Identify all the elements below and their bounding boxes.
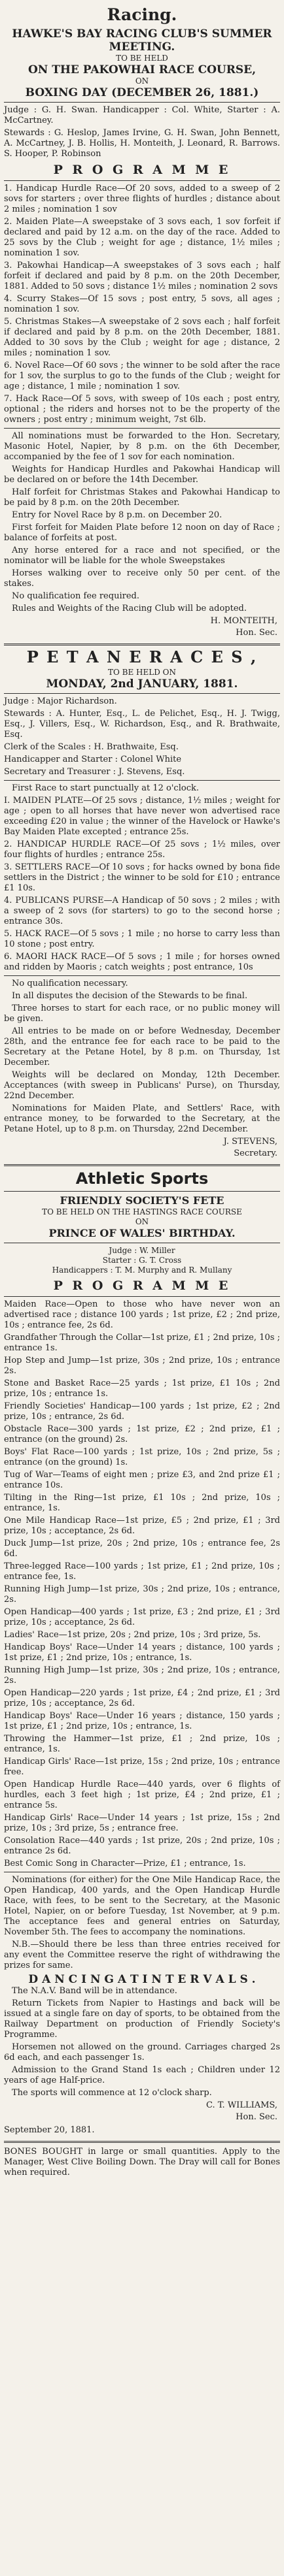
athletic-on: ON [135,1217,149,1226]
divider [4,975,280,976]
petane-paragraph: Three horses to start for each race, or no public money will be given. [4,1003,280,1024]
hawkes-paragraph: Any horse entered for a race and not specified, or the nominator will be liable for the whole Sweepstakes [4,546,280,566]
petane-official: Secretary and Treasurer : J. Stevens, Esq. [4,767,185,777]
petane-paragraph: All entries to be made on or before Wednesday, December 28th, and the entrance fee for each race to be paid to the Secretary at the Petane Hotel, by 8 p.m. on Thursday, 1st December. [4,1026,280,1068]
petane-paragraph: In all disputes the decision of the Stewards to be final. [12,991,248,1001]
hawkes-paragraph: Entry for Novel Race by 8 p.m. on December 20. [12,510,222,520]
athletic-event: Grandfather Through the Collar—1st prize, £1 ; 2nd prize, 10s ; entrance 1s. [4,1333,280,1353]
petane-event: 4. PUBLICANS PURSE—A Handicap of 50 sovs ; 2 miles ; with a sweep of 2 sovs (for starters) to go to the second horse ; entrance 30s. [4,896,280,926]
athletic-banner: Athletic Sports [75,1169,209,1188]
hawkes-paragraph: Weights for Handicap Hurdles and Pakowhai Handicap will be declared on or before the 14th December. [4,465,280,485]
petane-official: Clerk of the Scales : H. Brathwaite, Esq. [4,742,179,752]
hawkes-signature-role: Hon. Sec. [236,628,277,638]
petane-signature: J. STEVENS, [223,1137,277,1147]
athletic-event: Maiden Race—Open to those who have never won an advertised race ; distance 100 yards ; 1st prize, £2 ; 2nd prize, 10s ; entrance fee, 2s 6d. [4,1299,280,1330]
divider [4,428,280,429]
petane-date: MONDAY, 2nd JANUARY, 1881. [46,677,238,691]
divider [4,102,280,103]
bones-advertisement: BONES BOUGHT in large or small quantities. Apply to the Manager, West Clive Boiling Down. The Dray will call for Bones when required. [4,2147,280,2177]
petane-advertisement [4,648,280,1159]
petane-event: 6. MAORI HACK RACE—Of 5 sovs ; 1 mile ; for horses owned and ridden by Maoris ; catch weights ; post entrance, 10s [4,952,280,972]
athletic-event: Open Handicap—220 yards ; 1st prize, £4 ; 2nd prize, £1 ; 3rd prize, 10s ; acceptance, 2s 6d. [4,1688,280,1708]
section-divider [4,1164,280,1166]
section-divider [4,2141,280,2143]
athletic-event: Ladies' Race—1st prize, 20s ; 2nd prize, 10s ; 3rd prize, 5s. [4,1630,261,1640]
athletic-event: Tug of War—Teams of eight men ; prize £3, and 2nd prize £1 ; entrance 10s. [4,1470,280,1490]
divider [4,180,280,181]
hawkes-paragraph: First forfeit for Maiden Plate before 12 noon on day of Race ; balance of forfeits at post. [4,523,280,543]
petane-official: Judge : Major Richardson. [4,696,117,706]
athletic-event: Handicap Boys' Race—Under 16 years ; distance, 150 yards ; 1st prize, £1 ; 2nd prize, 10s ; entrance, 1s. [4,1711,280,1731]
athletic-event: Best Comic Song in Character—Prize, £1 ; entrance, 1s. [4,1859,246,1868]
hawkes-on: ON [135,76,149,86]
athletic-programme-heading: P R O G R A M M E [53,1279,231,1293]
athletic-paragraph: Admission to the Grand Stand 1s each ; Children under 12 years of age Half-price. [4,2065,280,2085]
athletic-held: TO BE HELD ON THE HASTINGS RACE COURSE [42,1207,242,1216]
petane-paragraph: Nominations for Maiden Plate, and Settlers' Race, with entrance money, to be forwarded to the Secretary, at the Petane Hotel, up to 8 p.m. on Thursday, 22nd December. [4,1103,280,1134]
athletic-official: Starter : G. T. Cross [102,1256,182,1265]
petane-official: Stewards : A. Hunter, Esq., L. de Pelichet, Esq., H. J. Twigg, Esq., J. Villers, Esq., W. Richardson, Esq., and R. Brathwaite, Esq. [4,709,280,740]
hawkes-programme-heading: P R O G R A M M E [53,163,231,177]
athletic-paragraph: N.B.—Should there be less than three entries received for any event the Committee reserve the right of withdrawing the prizes for same. [4,1940,280,1970]
athletic-event: Handicap Boys' Race—Under 14 years ; distance, 100 yards ; 1st prize, £1 ; 2nd prize, 10s ; entrance, 1s. [4,1642,280,1663]
hawkes-event: 7. Hack Race—Of 5 sovs, with sweep of 10s each ; post entry, optional ; the riders and horses not to be the property of the owners ; post entry ; minimum weight, 7st 6lb. [4,394,280,425]
hawkes-event: 3. Pakowhai Handicap—A sweepstakes of 3 sovs each ; half forfeit if declared and paid by 8 p.m. on the 20th December, 1881. Added to 50 sovs ; distance 1½ miles ; nomination 2 sovs [4,261,280,291]
athletic-event: Obstacle Race—300 yards ; 1st prize, £2 ; 2nd prize, £1 ; entrance (on the ground) 2s. [4,1424,280,1444]
hawkes-official: Stewards : G. Heslop, James Irvine, G. H. Swan, John Bennett, A. McCartney, J. B. Hollis, H. Monteith, J. Leonard, R. Barrows. S. Hooper, P. Robinson [4,128,280,159]
petane-paragraph: No qualification necessary. [12,979,128,988]
hawkes-event: 6. Novel Race—Of 60 sovs ; the winner to be sold after the race for 1 sov, the surplus to go to the funds of the Club ; weight for age ; distance, 1 mile ; nomination 1 sov. [4,361,280,391]
hawkes-date: BOXING DAY (DECEMBER 26, 1881.) [25,86,259,99]
athletic-event: Hop Step and Jump—1st prize, 30s ; 2nd prize, 10s ; entrance 2s. [4,1356,280,1376]
athletic-event: Friendly Societies' Handicap—100 yards ; 1st prize, £2 ; 2nd prize, 10s ; entrance, 2s 6d. [4,1401,280,1422]
athletic-event: Tilting in the Ring—1st prize, £1 10s ; 2nd prize, 10s ; entrance, 1s. [4,1493,280,1513]
athletic-event: Handicap Girls' Race—1st prize, 15s ; 2nd prize, 10s ; entrance free. [4,1757,280,1777]
hawkes-paragraph: No qualification fee required. [12,591,139,601]
athletic-event: Open Handicap—400 yards ; 1st prize, £3 ; 2nd prize, £1 ; 3rd prize, 10s ; acceptance, 2s 6d. [4,1607,280,1627]
hawkes-venue: ON THE PAKOWHAI RACE COURSE, [27,63,257,76]
athletic-dateline: September 20, 1881. [4,2125,95,2135]
petane-event: 5. HACK RACE—Of 5 sovs ; 1 mile ; no horse to carry less than 10 stone ; post entry. [4,929,280,949]
hawkes-event: 4. Scurry Stakes—Of 15 sovs ; post entry, 5 sovs, all ages ; nomination 1 sov. [4,294,280,314]
athletic-event: Open Handicap Hurdle Race—440 yards, over 6 flights of hurdles, each 3 feet high ; 1st prize, £4 ; 2nd prize, £1 ; entrance 5s. [4,1780,280,1810]
athletic-advertisement [4,1169,280,2136]
hawkes-event: 2. Maiden Plate—A sweepstake of 3 sovs each, 1 sov forfeit if declared and paid by 12 a.m. on the day of the race. Added to 25 sovs by the Club ; weight for age ; distance, 1½ miles ; nomination 1 sov. [4,217,280,258]
petane-event: 2. HANDICAP HURDLE RACE—Of 25 sovs ; 1½ miles, over four flights of hurdles ; entrance 25s. [4,840,280,860]
hawkes-paragraph: Rules and Weights of the Racing Club will be adopted. [12,604,247,613]
athletic-event: Running High Jump—1st prize, 30s ; 2nd prize, 10s ; entrance, 2s. [4,1584,280,1605]
dancing-notice: D A N C I N G A T I N T E R V A L S . [28,1973,256,1986]
hawkes-event: 1. Handicap Hurdle Race—Of 20 sovs, added to a sweep of 2 sovs for starters ; over three flights of hurdles ; distance about 2 miles ; nomination 1 sov [4,184,280,214]
athletic-event: Consolation Race—440 yards ; 1st prize, 20s ; 2nd prize, 10s ; entrance 2s 6d. [4,1836,280,1856]
petane-first-race: First Race to start punctually at 12 o'clock. [12,783,199,793]
athletic-occasion: PRINCE OF WALES' BIRTHDAY. [48,1227,236,1239]
athletic-event: Throwing the Hammer—1st prize, £1 ; 2nd prize, 10s ; entrance, 1s. [4,1734,280,1754]
racing-banner: Racing. [107,5,177,24]
hawkes-held: TO BE HELD [116,54,168,63]
athletic-signature: C. T. WILLIAMS, [206,2100,277,2110]
hawkes-title: HAWKE'S BAY RACING CLUB'S SUMMER MEETING. [12,27,272,54]
athletic-paragraph: The sports will commence at 12 o'clock sharp. [12,2088,212,2098]
athletic-title: FRIENDLY SOCIETY'S FETE [60,1194,224,1207]
athletic-official: Handicappers : T. M. Murphy and R. Mullany [52,1265,232,1275]
athletic-event: Duck Jump—1st prize, 20s ; 2nd prize, 10s ; entrance fee, 2s 6d. [4,1539,280,1559]
athletic-official: Judge : W. Miller [109,1246,175,1255]
hawkes-paragraph: Horses walking over to receive only 50 per cent. of the stakes. [4,568,280,589]
petane-event: I. MAIDEN PLATE—Of 25 sovs ; distance, 1½ miles ; weight for age ; open to all horses that have never won advertised race exceeding £20 in value ; the winner of the Havelock or Hawke's Bay Maiden Plate excepted ; entrance 25s. [4,796,280,837]
petane-paragraph: Weights will be declared on Monday, 12th December. Acceptances (with sweep in Publicans' Purse), on Thursday, 22nd December. [4,1070,280,1101]
hawkes-paragraph: All nominations must be forwarded to the Hon. Secretary, Masonic Hotel, Napier, by 8 p.m. on the 6th December, accompanied by the fee of 1 sov for each nomination. [4,431,280,462]
divider [4,780,280,781]
athletic-paragraph: Nominations (for either) for the One Mile Handicap Race, the Open Handicap, 400 yards, and the Open Handicap Hurdle Race, with fees, to be sent to the Secretary, at the Masonic Hotel, Napier, on or before Tuesday, 1st November, at 9 p.m. The acceptance fees and general entries on Saturday, November 5th. The fees to accompany the nominations. [4,1875,280,1937]
athletic-paragraph: Return Tickets from Napier to Hastings and back will be issued at a single fare on day of sports, to be obtained from the Railway Department on production of Friendly Society's Programme. [4,1998,280,2040]
athletic-signature-role: Hon. Sec. [236,2112,277,2122]
hawkes-event: 5. Christmas Stakes—A sweepstake of 2 sovs each ; half forfeit if declared and paid by 8 p.m. on the 20th December, 1881. Added to 30 sovs by the Club ; weight for age ; distance, 2 miles ; nomination 1 sov. [4,317,280,358]
petane-event: 3. SETTLERS RACE—Of 10 sovs ; for hacks owned by bona fide settlers in the District ; the winner to be sold for £10 ; entrance £1 10s. [4,862,280,893]
athletic-event: One Mile Handicap Race—1st prize, £5 ; 2nd prize, £1 ; 3rd prize, 10s ; acceptance, 2s 6d. [4,1516,280,1536]
hawkes-bay-advertisement [4,5,280,638]
section-divider [4,644,280,645]
athletic-event: Stone and Basket Race—25 yards ; 1st prize, £1 10s ; 2nd prize, 10s ; entrance 1s. [4,1378,280,1399]
hawkes-paragraph: Half forfeit for Christmas Stakes and Pakowhai Handicap to be paid by 8 p.m. on the 20th December. [4,487,280,508]
petane-held: TO BE HELD ON [107,668,176,677]
athletic-event: Handicap Girls' Race—Under 14 years ; 1st prize, 15s ; 2nd prize, 10s ; 3rd prize, 5s ; entrance free. [4,1813,280,1833]
athletic-event: Three-legged Race—100 yards ; 1st prize, £1 ; 2nd prize, 10s ; entrance fee, 1s. [4,1561,280,1582]
divider [4,1296,280,1297]
athletic-event: Boys' Flat Race—100 yards ; 1st prize, 10s ; 2nd prize, 5s ; entrance (on the ground) 1s. [4,1447,280,1467]
divider [4,693,280,694]
divider [4,1191,280,1192]
athletic-paragraph: Horsemen not allowed on the ground. Carriages charged 2s 6d each, and each passenger 1s. [4,2042,280,2062]
petane-signature-role: Secretary. [234,1149,277,1158]
hawkes-official: Judge : G. H. Swan. Handicapper : Col. White, Starter : A. McCartney. [4,105,280,125]
athletic-event: Running High Jump—1st prize, 30s ; 2nd prize, 10s ; entrance, 2s. [4,1665,280,1686]
petane-official: Handicapper and Starter : Colonel White [4,755,182,764]
petane-banner: P E T A N E R A C E S , [26,647,258,666]
athletic-paragraph: The N.A.V. Band will be in attendance. [12,1986,177,1996]
hawkes-signature: H. MONTEITH, [210,616,277,626]
